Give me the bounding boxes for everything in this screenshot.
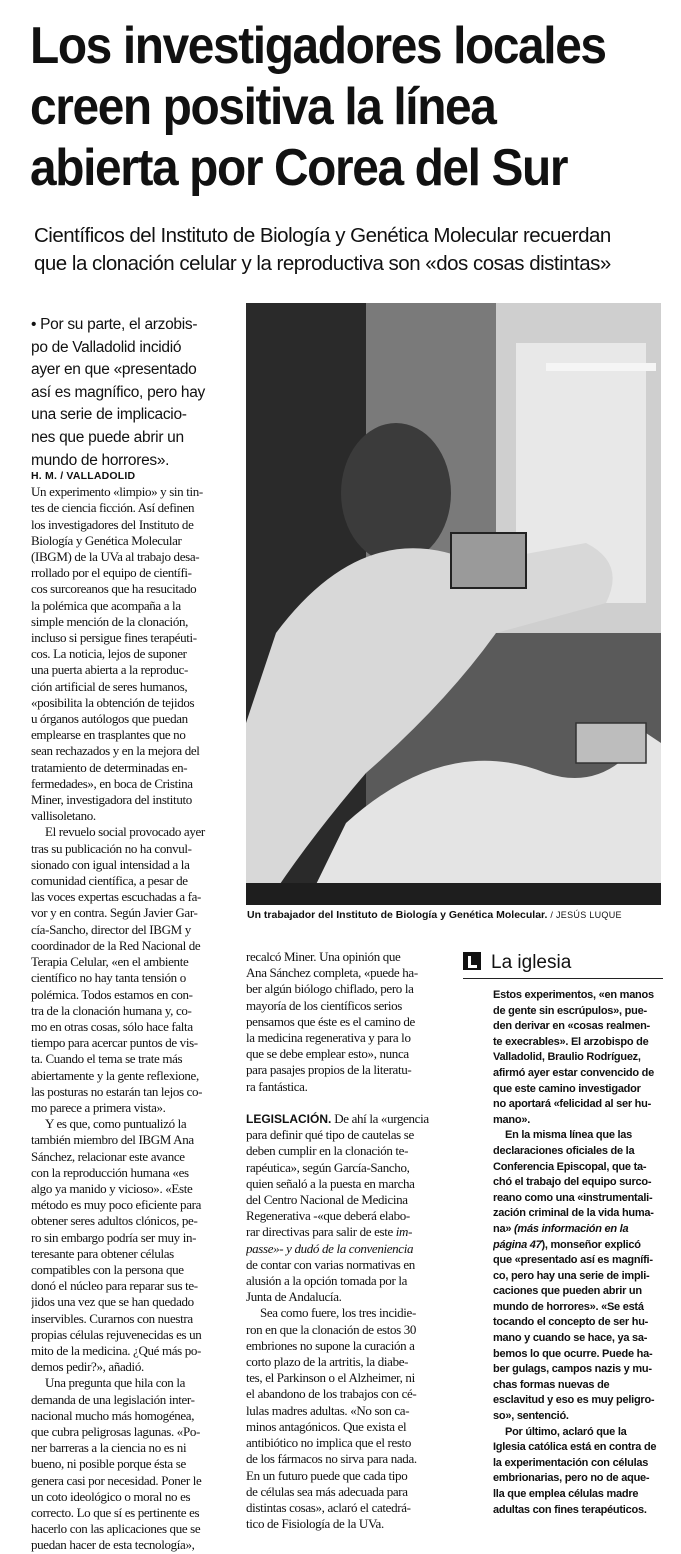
text-line: con la reproducción humana «es bbox=[31, 1164, 189, 1180]
text-line: la polémica que acompaña a la bbox=[31, 597, 181, 613]
caption-text: Un trabajador del Instituto de Biología y Genética Molecular. bbox=[247, 909, 548, 921]
subheadline-line: Científicos del Instituto de Biología y Genética Molecular recuerdan bbox=[34, 224, 611, 247]
sidebar-line: zación criminal de la vida huma- bbox=[493, 1207, 654, 1220]
text-line: tes, el Parkinson o el Alzheimer, ni bbox=[246, 1370, 415, 1386]
text-line: del Centro Nacional de Medicina bbox=[246, 1192, 408, 1208]
text-line: distintas cosas», aclaró el catedrá- bbox=[246, 1499, 411, 1515]
text-line: mo parece a primera vista». bbox=[31, 1099, 166, 1115]
italic-term: passe»- y dudó de la conveniencia bbox=[246, 1240, 414, 1256]
sidebar-line: caciones que pueden abrir un bbox=[493, 1285, 642, 1298]
text-line: tra de la clonación humana y, co- bbox=[31, 1002, 192, 1018]
photo-caption bbox=[247, 908, 667, 922]
text-line: (IBGM) de la UVa al trabajo desa- bbox=[31, 549, 200, 565]
text-line: vallisoletano. bbox=[31, 808, 96, 824]
text-line: cos. La noticia, lejos de suponer bbox=[31, 646, 187, 662]
text-line: cos surcoreanos que ha resucitado bbox=[31, 581, 197, 597]
text-run: na» bbox=[493, 1222, 515, 1235]
text-line: emplearse en trasplantes que no bbox=[31, 727, 186, 743]
photo-credit: / JESÚS LUQUE bbox=[550, 910, 622, 920]
text-line: polémica. Todos estamos en con- bbox=[31, 986, 193, 1002]
sidebar-line: te execrables». El arzobispo de bbox=[493, 1035, 649, 1048]
text-line: nacional mucho más homogénea, bbox=[31, 1407, 195, 1423]
lab-photo-illustration bbox=[246, 303, 661, 905]
text-line: rrollado por el equipo de científi- bbox=[31, 565, 192, 581]
text-line: compatibles con la persona que bbox=[31, 1261, 184, 1277]
pull-quote-line: po de Valladolid incidió bbox=[31, 338, 182, 356]
italic-term: im- bbox=[395, 1224, 413, 1240]
pull-quote bbox=[31, 314, 241, 472]
text-line: demanda de una legislación inter- bbox=[31, 1391, 195, 1407]
text-line: que cubra peligrosas lagunas. «Po- bbox=[31, 1423, 200, 1439]
italic-reference: página 47 bbox=[493, 1238, 542, 1251]
sidebar-line: mano y cuando se hace, ya sa- bbox=[493, 1332, 648, 1345]
text-line: los investigadores del Instituto de bbox=[31, 516, 194, 532]
sidebar-line: que este camino investigador bbox=[493, 1082, 641, 1095]
sidebar-divider bbox=[463, 978, 663, 979]
text-line: Un experimento «limpio» y sin tin- bbox=[31, 484, 203, 500]
text-line: El revuelo social provocado ayer bbox=[45, 824, 205, 840]
text-line: ción artificial de seres humanos, bbox=[31, 678, 188, 694]
sidebar-body bbox=[493, 988, 663, 1518]
sidebar-line: co, pero hay una serie de impli- bbox=[493, 1269, 650, 1282]
text-line: antibiótico no implica que el resto bbox=[246, 1435, 412, 1451]
sidebar-line: lla que emplea células madre bbox=[493, 1488, 639, 1500]
text-line bbox=[246, 1111, 445, 1127]
subheadline bbox=[34, 222, 674, 278]
text-line: tiempo para acercar puntos de vis- bbox=[31, 1035, 198, 1051]
text-line: bueno, ni posible porque ésta se bbox=[31, 1456, 186, 1472]
sidebar-line: En la misma línea que las bbox=[505, 1129, 633, 1142]
text-line: para pasajes propios de la literatu- bbox=[246, 1062, 412, 1078]
text-line: también miembro del IBGM Ana bbox=[31, 1132, 194, 1148]
sidebar-line bbox=[493, 1222, 663, 1238]
text-line: quien señaló a la puesta en marcha bbox=[246, 1175, 415, 1191]
text-line: En un futuro puede que cada tipo bbox=[246, 1467, 408, 1483]
sidebar-line: Estos experimentos, «en manos bbox=[493, 989, 654, 1001]
sidebar-line: no aportará «felicidad al ser hu- bbox=[493, 1098, 652, 1111]
headline bbox=[30, 16, 619, 199]
text-line: para definir qué tipo de cautelas se bbox=[246, 1127, 414, 1143]
sidebar-line: so», sentenció. bbox=[493, 1410, 569, 1423]
pull-quote-line: • Por su parte, el arzobis- bbox=[31, 316, 198, 333]
text-line: Sánchez, relacionar este avance bbox=[31, 1148, 185, 1164]
sidebar-line: tocando el concepto de ser hu- bbox=[493, 1316, 649, 1329]
text-run: De ahí la «urgencia bbox=[331, 1111, 429, 1127]
text-line: ra fantástica. bbox=[246, 1078, 308, 1094]
text-line: ner barreras a la ciencia no es ni bbox=[31, 1440, 187, 1456]
sidebar-line: que «presentado así es magnífi- bbox=[493, 1254, 653, 1267]
text-line: lulas madres adultas. «No son ca- bbox=[246, 1402, 410, 1418]
text-line: jidos una vez que se han quedado bbox=[31, 1294, 194, 1310]
text-line: un coto ideológico o moral no es bbox=[31, 1488, 191, 1504]
sidebar-line: mano». bbox=[493, 1113, 531, 1126]
sidebar-line: chas formas nuevas de bbox=[493, 1378, 610, 1391]
sidebar-line: de gente sin escrúpulos», pue- bbox=[493, 1004, 647, 1017]
text-line: tras su publicación no ha convul- bbox=[31, 840, 192, 856]
sidebar-line: adultas con fines terapéuticos. bbox=[493, 1503, 647, 1516]
text-line: minos antagónicos. Que exista el bbox=[246, 1418, 407, 1434]
text-line: ber algún biólogo chiflado, pero la bbox=[246, 981, 414, 997]
text-line: de los fármacos no sirva para nada. bbox=[246, 1451, 417, 1467]
text-line: correcto. Lo que sí es pertinente es bbox=[31, 1505, 200, 1520]
sidebar-line: ber gulags, campos nazis y mu- bbox=[493, 1363, 652, 1376]
headline-line: creen positiva la línea bbox=[30, 78, 496, 136]
text-line: demos pedir?», añadió. bbox=[31, 1359, 144, 1375]
text-line: coordinador de la Red Nacional de bbox=[31, 937, 201, 953]
pull-quote-line: mundo de horrores». bbox=[31, 451, 170, 469]
pull-quote-line: así es magnífico, pero hay bbox=[31, 383, 205, 401]
text-line: Junta de Andalucía. bbox=[246, 1289, 342, 1305]
headline-line: Los investigadores locales bbox=[30, 17, 606, 75]
text-line: Miner, investigadora del instituto bbox=[31, 792, 192, 808]
section-label: LEGISLACIÓN. bbox=[246, 1112, 332, 1127]
text-line: método es muy poco eficiente para bbox=[31, 1197, 202, 1213]
sidebar-line: bemos lo que ocurre. Puede ha- bbox=[493, 1347, 653, 1360]
text-line: de células sea más adecuada para bbox=[246, 1483, 408, 1499]
text-line: u órganos autólogos que puedan bbox=[31, 711, 188, 727]
headline-line: abierta por Corea del Sur bbox=[30, 139, 568, 197]
italic-reference: (más información en la bbox=[514, 1222, 629, 1235]
text-run: ), monseñor explicó bbox=[541, 1238, 641, 1251]
text-line: las posturas no estarán tan lejos co- bbox=[31, 1083, 203, 1099]
sidebar-title-text: La iglesia bbox=[491, 952, 572, 973]
text-line: embriones no supone la curación a bbox=[246, 1337, 415, 1353]
text-line bbox=[246, 1241, 445, 1257]
text-run: rar directivas para salir de este bbox=[246, 1224, 396, 1240]
text-line bbox=[246, 1224, 445, 1240]
text-line: Terapia Celular, «en el ambiente bbox=[31, 954, 189, 970]
pull-quote-line: ayer en que «presentado bbox=[31, 361, 197, 379]
column-2-body bbox=[246, 949, 445, 1532]
text-line: ron en que la clonación de estos 30 bbox=[246, 1321, 417, 1337]
text-line: mayoría de los científicos serios bbox=[246, 997, 402, 1013]
sidebar-line: la experimentación con células bbox=[493, 1456, 649, 1469]
subheadline-line: que la clonación celular y la reproductiva son «dos cosas distintas» bbox=[34, 252, 611, 275]
text-line: propias células rejuvenecidas es un bbox=[31, 1326, 202, 1342]
sidebar-line: den derivar en «cosas realmen- bbox=[493, 1020, 650, 1033]
text-line: tratamiento de determinadas en- bbox=[31, 759, 188, 775]
text-line: sean rechazados y en la mejora del bbox=[31, 743, 200, 759]
sidebar-line: Conferencia Episcopal, que ta- bbox=[493, 1160, 647, 1173]
text-line: abiertamente y la gente reflexione, bbox=[31, 1067, 199, 1083]
text-line: hacerlo con las aplicaciones que se bbox=[31, 1521, 201, 1537]
text-line: Ana Sánchez completa, «puede ha- bbox=[246, 965, 418, 981]
sidebar-line: Por último, aclaró que la bbox=[505, 1425, 627, 1438]
text-line: ro sin embargo podría ser muy in- bbox=[31, 1229, 197, 1245]
text-line: puedan hacer de esta tecnología», bbox=[31, 1537, 195, 1553]
paragraph-gap bbox=[246, 1095, 445, 1111]
text-line: mo en otras cosas, sólo hace falta bbox=[31, 1018, 193, 1034]
sidebar-line: Iglesia católica está en contra de bbox=[493, 1441, 657, 1454]
text-line: de contar con varias normativas en bbox=[246, 1256, 415, 1272]
text-line: Biología y Genética Molecular bbox=[31, 532, 182, 548]
sidebar-line: esclavitud y eso es muy peligro- bbox=[493, 1394, 655, 1407]
text-line: Sea como fuere, los tres incidie- bbox=[260, 1305, 416, 1321]
text-line: mito de la medicina. ¿Qué más po- bbox=[31, 1342, 202, 1358]
text-line: cía-Sancho, director del IBGM y bbox=[31, 921, 191, 937]
column-1-body bbox=[31, 484, 237, 1553]
section-marker-icon bbox=[463, 952, 481, 970]
sidebar-line: Valladolid, Braulio Rodríguez, bbox=[493, 1051, 641, 1064]
sidebar-line: chó el trabajo del equipo surco- bbox=[493, 1176, 652, 1189]
pull-quote-line: nes que puede abrir un bbox=[31, 428, 184, 446]
text-line: rapéutica», según García-Sancho, bbox=[246, 1159, 410, 1175]
lab-photo bbox=[246, 303, 661, 905]
text-line: fermedades», en boca de Cristina bbox=[31, 775, 193, 791]
text-line: alusión a la opción tomada por la bbox=[246, 1273, 408, 1289]
pull-quote-line: una serie de implicacio- bbox=[31, 406, 187, 424]
article-column-1 bbox=[31, 468, 237, 1554]
text-line: donó el núcleo para reparar sus te- bbox=[31, 1278, 198, 1294]
text-line: vor y en contra. Según Javier Gar- bbox=[31, 905, 198, 921]
text-line: sionado con igual intensidad a la bbox=[31, 856, 190, 872]
text-line: tico de Fisiología de la UVa. bbox=[246, 1516, 384, 1532]
text-line: deben cumplir en la clonación te- bbox=[246, 1143, 409, 1159]
sidebar-line: reano como una «instrumentali- bbox=[493, 1191, 653, 1204]
text-line: pensamos que éste es el camino de bbox=[246, 1013, 415, 1029]
text-line: que se debe emplear esto», nunca bbox=[246, 1046, 409, 1062]
sidebar-line: mundo de horrores». «Se está bbox=[493, 1300, 644, 1313]
text-line: Una pregunta que hila con la bbox=[45, 1375, 186, 1391]
text-line: tes de ciencia ficción. Así definen bbox=[31, 500, 195, 516]
text-line: la medicina regenerativa y para lo bbox=[246, 1030, 411, 1046]
article-column-2 bbox=[246, 949, 445, 1532]
text-line: incluso si persigue fines terapéuti- bbox=[31, 630, 197, 646]
text-line: teresante para obtener células bbox=[31, 1245, 174, 1261]
text-line: corto plazo de la artritis, la diabe- bbox=[246, 1354, 409, 1370]
text-line: comunidad científica, a pesar de bbox=[31, 873, 188, 889]
text-line: inservibles. Curarnos con nuestra bbox=[31, 1310, 193, 1326]
text-line: Y es que, como puntualizó la bbox=[45, 1116, 187, 1132]
text-line: algo ya manido y vicioso». «Este bbox=[31, 1180, 193, 1196]
text-line: científico no hay tanta tensión o bbox=[31, 970, 186, 986]
sidebar-line: embrionarias, pero no de aque- bbox=[493, 1472, 650, 1485]
sidebar-title bbox=[463, 950, 663, 976]
sidebar-line: declaraciones oficiales de la bbox=[493, 1144, 635, 1157]
text-line: genera casi por necesidad. Poner le bbox=[31, 1472, 202, 1488]
sidebar-line: afirmó ayer estar convencido de bbox=[493, 1066, 654, 1079]
text-line: recalcó Miner. Una opinión que bbox=[246, 949, 401, 964]
text-line: obtener seres adultos clónicos, pe- bbox=[31, 1213, 198, 1229]
text-line: «posibilita la obtención de tejidos bbox=[31, 694, 195, 710]
byline: H. M. / VALLADOLID bbox=[31, 470, 136, 482]
text-line: simple mención de la clonación, bbox=[31, 613, 189, 629]
sidebar-line bbox=[493, 1238, 663, 1254]
text-line: el abandono de los trabajos con cé- bbox=[246, 1386, 417, 1402]
text-line: las voces expertas escuchadas a fa- bbox=[31, 889, 202, 905]
text-line: ta. Cuando el tema se trate más bbox=[31, 1051, 183, 1067]
text-line: Regenerativa -«que deberá elabo- bbox=[246, 1208, 410, 1224]
text-line: una puerta abierta a la reproduc- bbox=[31, 662, 188, 678]
